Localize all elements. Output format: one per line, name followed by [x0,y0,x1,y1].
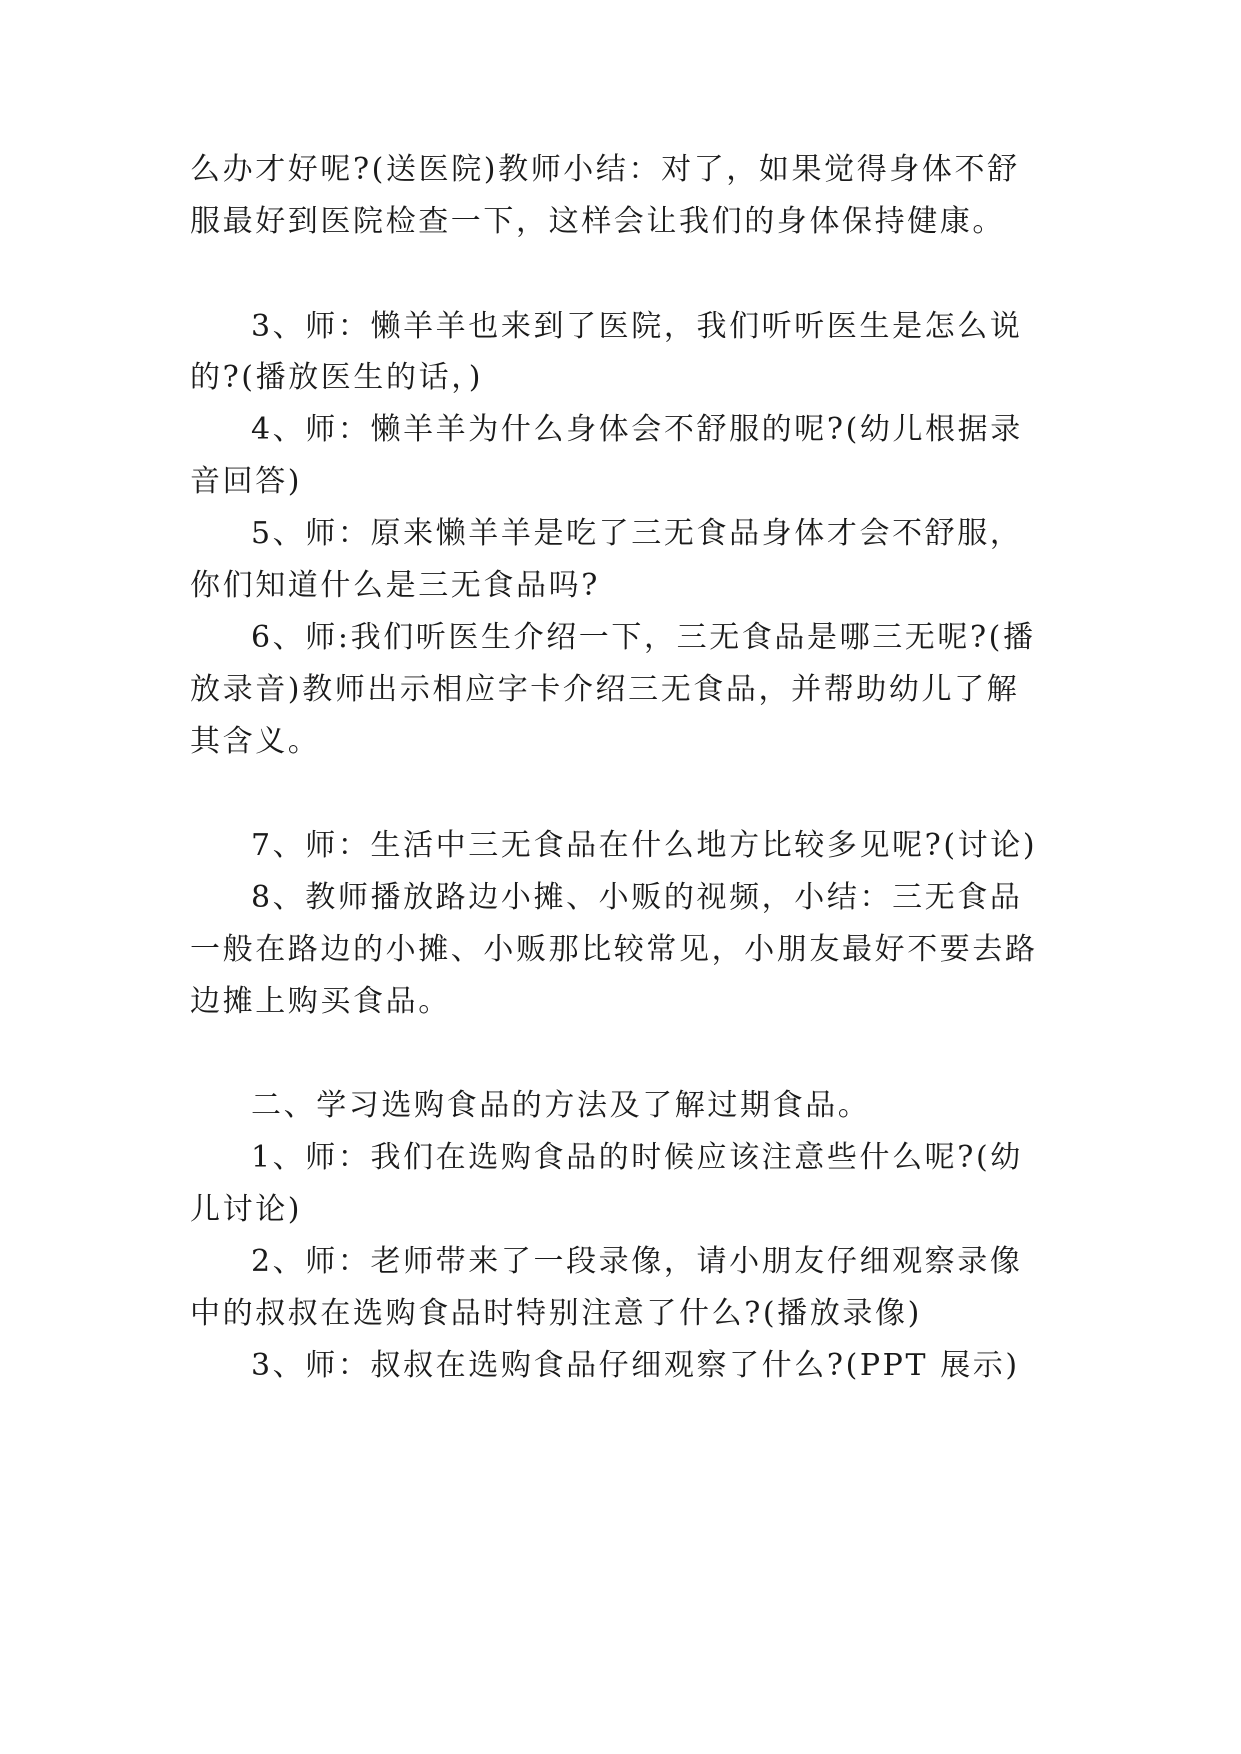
text-line: 中的叔叔在选购食品时特别注意了什么?(播放录像) [190,1296,922,1331]
text-line: 8、教师播放路边小摊、小贩的视频，小结：三无食品 [251,880,1023,915]
text-line: 么办才好呢?(送医院)教师小结：对了，如果觉得身体不舒 [190,152,1020,187]
text-line: 7、师：生活中三无食品在什么地方比较多见呢?(讨论) [251,828,1038,863]
text-line: 的?(播放医生的话，) [190,360,484,395]
text-line: 一般在路边的小摊、小贩那比较常见，小朋友最好不要去路 [190,932,1038,967]
text-line: 边摊上购买食品。 [190,984,451,1019]
text-line: 服最好到医院检查一下，这样会让我们的身体保持健康。 [190,204,1005,239]
text-line: 儿讨论) [190,1192,303,1227]
text-line: 音回答) [190,464,303,499]
text-line: 4、师：懒羊羊为什么身体会不舒服的呢?(幼儿根据录 [251,412,1023,447]
text-line: 1、师：我们在选购食品的时候应该注意些什么呢?(幼 [251,1140,1023,1175]
text-line: 其含义。 [190,724,321,759]
text-line: 6、师:我们听医生介绍一下，三无食品是哪三无呢?(播 [251,620,1036,655]
text-line: 放录音)教师出示相应字卡介绍三无食品，并帮助幼儿了解 [190,672,1020,707]
section-heading: 二、学习选购食品的方法及了解过期食品。 [251,1088,871,1123]
text-line: 3、师：叔叔在选购食品仔细观察了什么?(PPT 展示) [251,1348,1020,1383]
text-line: 3、师：懒羊羊也来到了医院，我们听听医生是怎么说 [251,309,1023,344]
text-line: 2、师：老师带来了一段录像，请小朋友仔细观察录像 [251,1244,1023,1279]
text-line: 你们知道什么是三无食品吗? [190,568,600,603]
text-line: 5、师：原来懒羊羊是吃了三无食品身体才会不舒服， [251,516,1023,551]
